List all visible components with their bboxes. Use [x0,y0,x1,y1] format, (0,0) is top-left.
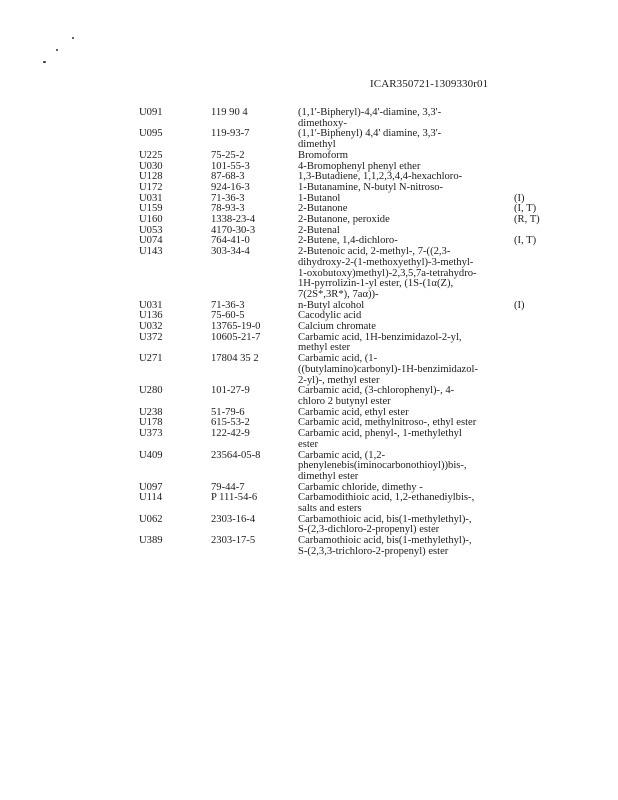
scan-speck [56,49,58,51]
cas-number: 615-53-2 [211,417,250,429]
hazard-code: (I, T) [514,203,537,215]
waste-code: U136 [139,310,163,322]
cas-number: 2303-16-4 [211,513,256,525]
cas-number: 4170-30-3 [211,224,256,236]
waste-code: U389 [139,535,163,547]
chemical-name-line: 2-Butenal [298,224,340,236]
cas-number: 303-34-4 [211,246,250,258]
chemical-name-line: 2-Butenoic acid, 2-methyl-, 7-((2,3- [298,246,451,258]
hazard-code: (I) [514,299,525,311]
chemical-name-line: Bromoform [298,149,349,161]
chemical-name-line: n-Butyl alcohol [298,299,365,311]
waste-code: U032 [139,321,163,333]
chemical-name-line: (1,1'-Bipheryl)-4,4'-diamine, 3,3'- [298,107,442,118]
hazardous-waste-table [0,108,618,558]
hazard-code: (R, T) [514,214,540,226]
waste-code: U172 [139,181,163,193]
chemical-name-line: 1,3-Butadiene, 1,1,2,3,4,4-hexachloro- [298,171,463,183]
table-row [0,386,618,407]
cas-number: 119-93-7 [211,128,250,140]
waste-code: U225 [139,149,163,161]
cas-number: 17804 35 2 [211,353,259,365]
chemical-name-line: S-(2,3,3-trichloro-2-propenyl) ester [298,545,449,557]
scan-speck [43,61,46,63]
chemical-name-line: Carbamic acid, (3-chlorophenyl)-, 4- [298,385,455,397]
chemical-name-line: 2-Butanone [298,203,348,215]
waste-code: U128 [139,171,163,183]
waste-code: U097 [139,481,163,493]
chemical-name-line: dimethyl ester [298,470,359,482]
chemical-name-line: phenylenebis(iminocarbonothioyl))bis-, [298,460,467,472]
waste-code: U280 [139,385,163,397]
cas-number: 79-44-7 [211,481,245,493]
chemical-name-line: salts and esters [298,503,362,515]
cas-number: 51-79-6 [211,406,245,418]
table-row [0,493,618,514]
hazard-code: (I) [514,192,525,204]
waste-code: U372 [139,331,163,343]
table-row [0,354,618,386]
cas-number: 75-25-2 [211,149,245,161]
chemical-name-line: S-(2,3-dichloro-2-propenyl) ester [298,524,440,536]
waste-code: U031 [139,299,163,311]
chemical-name-line: 7(2S*,3R*), 7aα))- [298,288,379,300]
cas-number: 71-36-3 [211,192,245,204]
table-row [0,333,618,354]
table-row [0,451,618,483]
chemical-name-line: (1,1'-Biphenyl) 4,4' diamine, 3,3'- [298,128,442,140]
chemical-name [298,451,508,483]
table-row [0,129,618,150]
cas-number: 23564-05-8 [211,449,261,461]
document-id-header: ICAR350721-1309330r01 [370,78,489,90]
waste-code: U074 [139,235,163,247]
chemical-name-line: Carbamic acid, (1- [298,353,378,365]
chemical-name-line: ((butylamino)carbonyl)-1H-benzimidazol- [298,363,479,375]
table-row [0,429,618,450]
waste-code: U409 [139,449,163,461]
waste-code: U271 [139,353,163,365]
chemical-name-line: Carbamic chloride, dimethy - [298,481,423,493]
waste-code: U062 [139,513,163,525]
cas-number: 78-93-3 [211,203,245,215]
cas-number: P 111-54-6 [211,492,258,504]
chemical-name-line: Cacodylic acid [298,310,362,322]
chemical-name-line: 1H-pyrrolizin-1-yl ester, (1S-(1α(Z), [298,278,454,290]
chemical-name-line: methyl ester [298,342,351,354]
chemical-name [298,151,508,162]
chemical-name-line: Carbamodithioic acid, 1,2-ethanediylbis-, [298,492,475,504]
chemical-name-line: 4-Bromophenyl phenyl ether [298,160,421,172]
cas-number: 87-68-3 [211,171,245,183]
chemical-name [298,429,508,450]
cas-number: 924-16-3 [211,181,250,193]
table-row [0,108,618,129]
cas-number: 101-55-3 [211,160,250,172]
table-row [0,515,618,536]
waste-code: U373 [139,428,163,440]
chemical-name-line: chloro 2 butynyl ester [298,395,391,407]
chemical-name-line: 2-Butene, 1,4-dichloro- [298,235,398,247]
waste-code: U159 [139,203,163,215]
chemical-name-line: Carbamic acid, ethyl ester [298,406,409,418]
chemical-name-line: dihydroxy-2-(1-methoxyethyl)-3-methyl- [298,256,474,268]
chemical-name [298,536,508,557]
chemical-name-line: 1-Butanol [298,192,341,204]
waste-code: U238 [139,406,163,418]
chemical-name [298,493,508,514]
chemical-name [298,515,508,536]
waste-code: U114 [139,492,163,504]
chemical-name [298,247,508,301]
table-row [0,536,618,557]
cas-number: 119 90 4 [211,107,248,118]
chemical-name-line: 2-yl)-, methyl ester [298,374,380,386]
cas-number: 10605-21-7 [211,331,261,343]
cas-number: 1338-23-4 [211,214,256,226]
chemical-name-line: 1-Butanamine, N-butyl N-nitroso- [298,181,444,193]
cas-number: 13765-19-0 [211,321,261,333]
chemical-name [298,386,508,407]
table-row [0,151,618,162]
table-row [0,247,618,301]
chemical-name-line: Carbamic acid, methylnitroso-, ethyl ester [298,417,477,429]
chemical-name-line: Carbamic acid, 1H-benzimidazol-2-yl, [298,331,462,343]
chemical-name-line: dimethoxy- [298,117,347,129]
chemical-name-line: Carbamic acid, (1,2- [298,449,386,461]
waste-code: U178 [139,417,163,429]
waste-code: U160 [139,214,163,226]
chemical-name [298,333,508,354]
cas-number: 764-41-0 [211,235,250,247]
chemical-name [298,108,508,129]
waste-code: U091 [139,107,163,118]
chemical-name [298,354,508,386]
chemical-name-line: Carbamothioic acid, bis(1-methylethyl)-, [298,513,472,525]
cas-number: 122-42-9 [211,428,250,440]
waste-code: U095 [139,128,163,140]
chemical-name-line: Carbamothioic acid, bis(1-methylethyl)-, [298,535,472,547]
cas-number: 75-60-5 [211,310,245,322]
waste-code: U143 [139,246,163,258]
chemical-name [298,129,508,150]
chemical-name-line: ester [298,438,318,450]
chemical-name-line: 1-oxobutoxy)methyl)-2,3,5,7a-tetrahydro- [298,267,477,279]
chemical-name-line: Calcium chromate [298,321,376,333]
scan-speck [72,37,74,39]
waste-code: U030 [139,160,163,172]
cas-number: 71-36-3 [211,299,245,311]
waste-code: U053 [139,224,163,236]
chemical-name-line: Carbamic acid, phenyl-, 1-methylethyl [298,428,462,440]
chemical-name-line: dimethyl [298,139,336,151]
cas-number: 2303-17-5 [211,535,256,547]
chemical-name-line: 2-Butanone, peroxide [298,214,390,226]
waste-code: U031 [139,192,163,204]
hazard-code: (I, T) [514,235,537,247]
cas-number: 101-27-9 [211,385,250,397]
